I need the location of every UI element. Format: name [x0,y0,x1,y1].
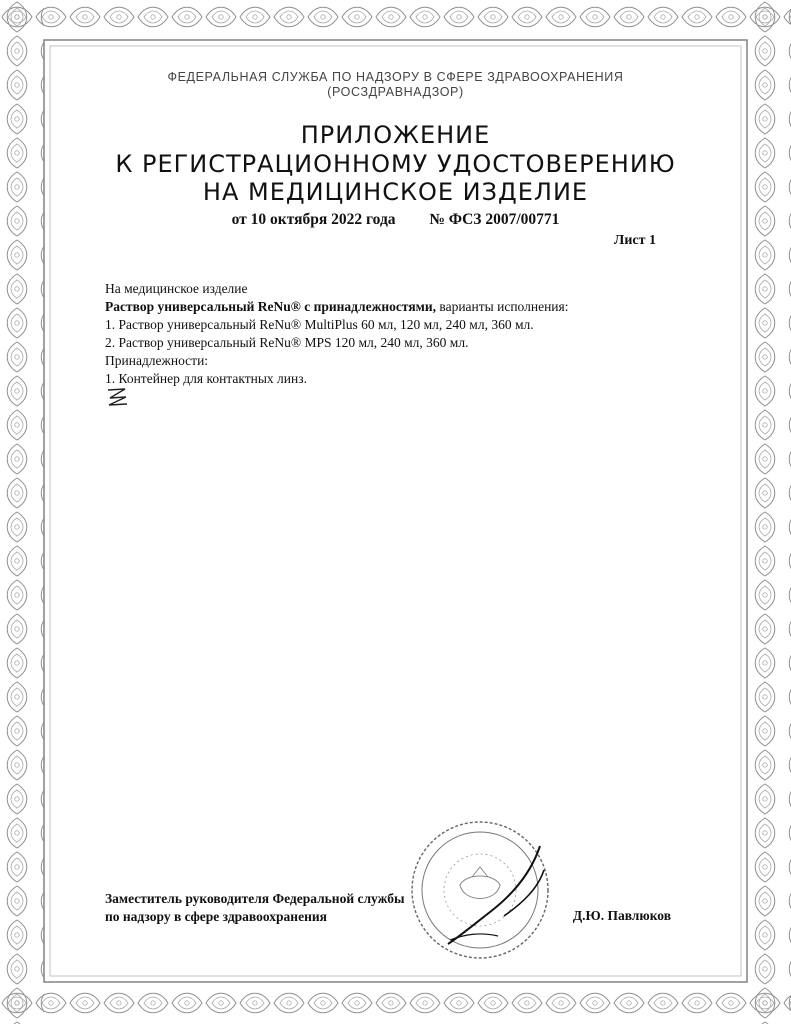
product-name: Раствор универсальный ReNu® с принадлежностями, [105,299,436,314]
intro-text: На медицинское изделие [105,281,248,296]
registration-date: от 10 октября 2022 года [231,211,396,228]
document-body [105,280,665,388]
variant-item-2: 2. Раствор универсальный ReNu® MPS 120 мл, 240 мл, 360 мл. [105,335,469,350]
handwritten-z-mark [105,386,131,408]
agency-abbreviation: (РОСЗДРАВНАДЗОР) [327,85,464,99]
signer-position-line2: по надзору в сфере здравоохранения [105,909,327,924]
signer-position [105,890,405,926]
signer-position-line1: Заместитель руководителя Федеральной службы [105,891,405,906]
handwritten-signature [420,840,580,950]
product-line [105,298,665,316]
accessories-heading: Принадлежности: [105,353,209,368]
accessory-item-1: 1. Контейнер для контактных линз. [105,371,307,386]
product-variants-label: варианты исполнения: [436,299,569,314]
registration-number: № ФСЗ 2007/00771 [429,211,560,228]
document-title: ПРИЛОЖЕНИЕ [300,121,491,149]
variant-item-1: 1. Раствор универсальный ReNu® MultiPlus 60 мл, 120 мл, 240 мл, 360 мл. [105,317,534,332]
registration-line [0,211,791,229]
document-subtitle-line2: НА МЕДИЦИНСКОЕ ИЗДЕЛИЕ [202,178,589,206]
signer-name: Д.Ю. Павлюков [572,908,671,923]
agency-name: ФЕДЕРАЛЬНАЯ СЛУЖБА ПО НАДЗОРУ В СФЕРЕ ЗДРАВООХРАНЕНИЯ [167,70,624,84]
document-subtitle-line1: К РЕГИСТРАЦИОННОМУ УДОСТОВЕРЕНИЮ [115,150,676,178]
sheet-number: Лист 1 [613,233,656,248]
